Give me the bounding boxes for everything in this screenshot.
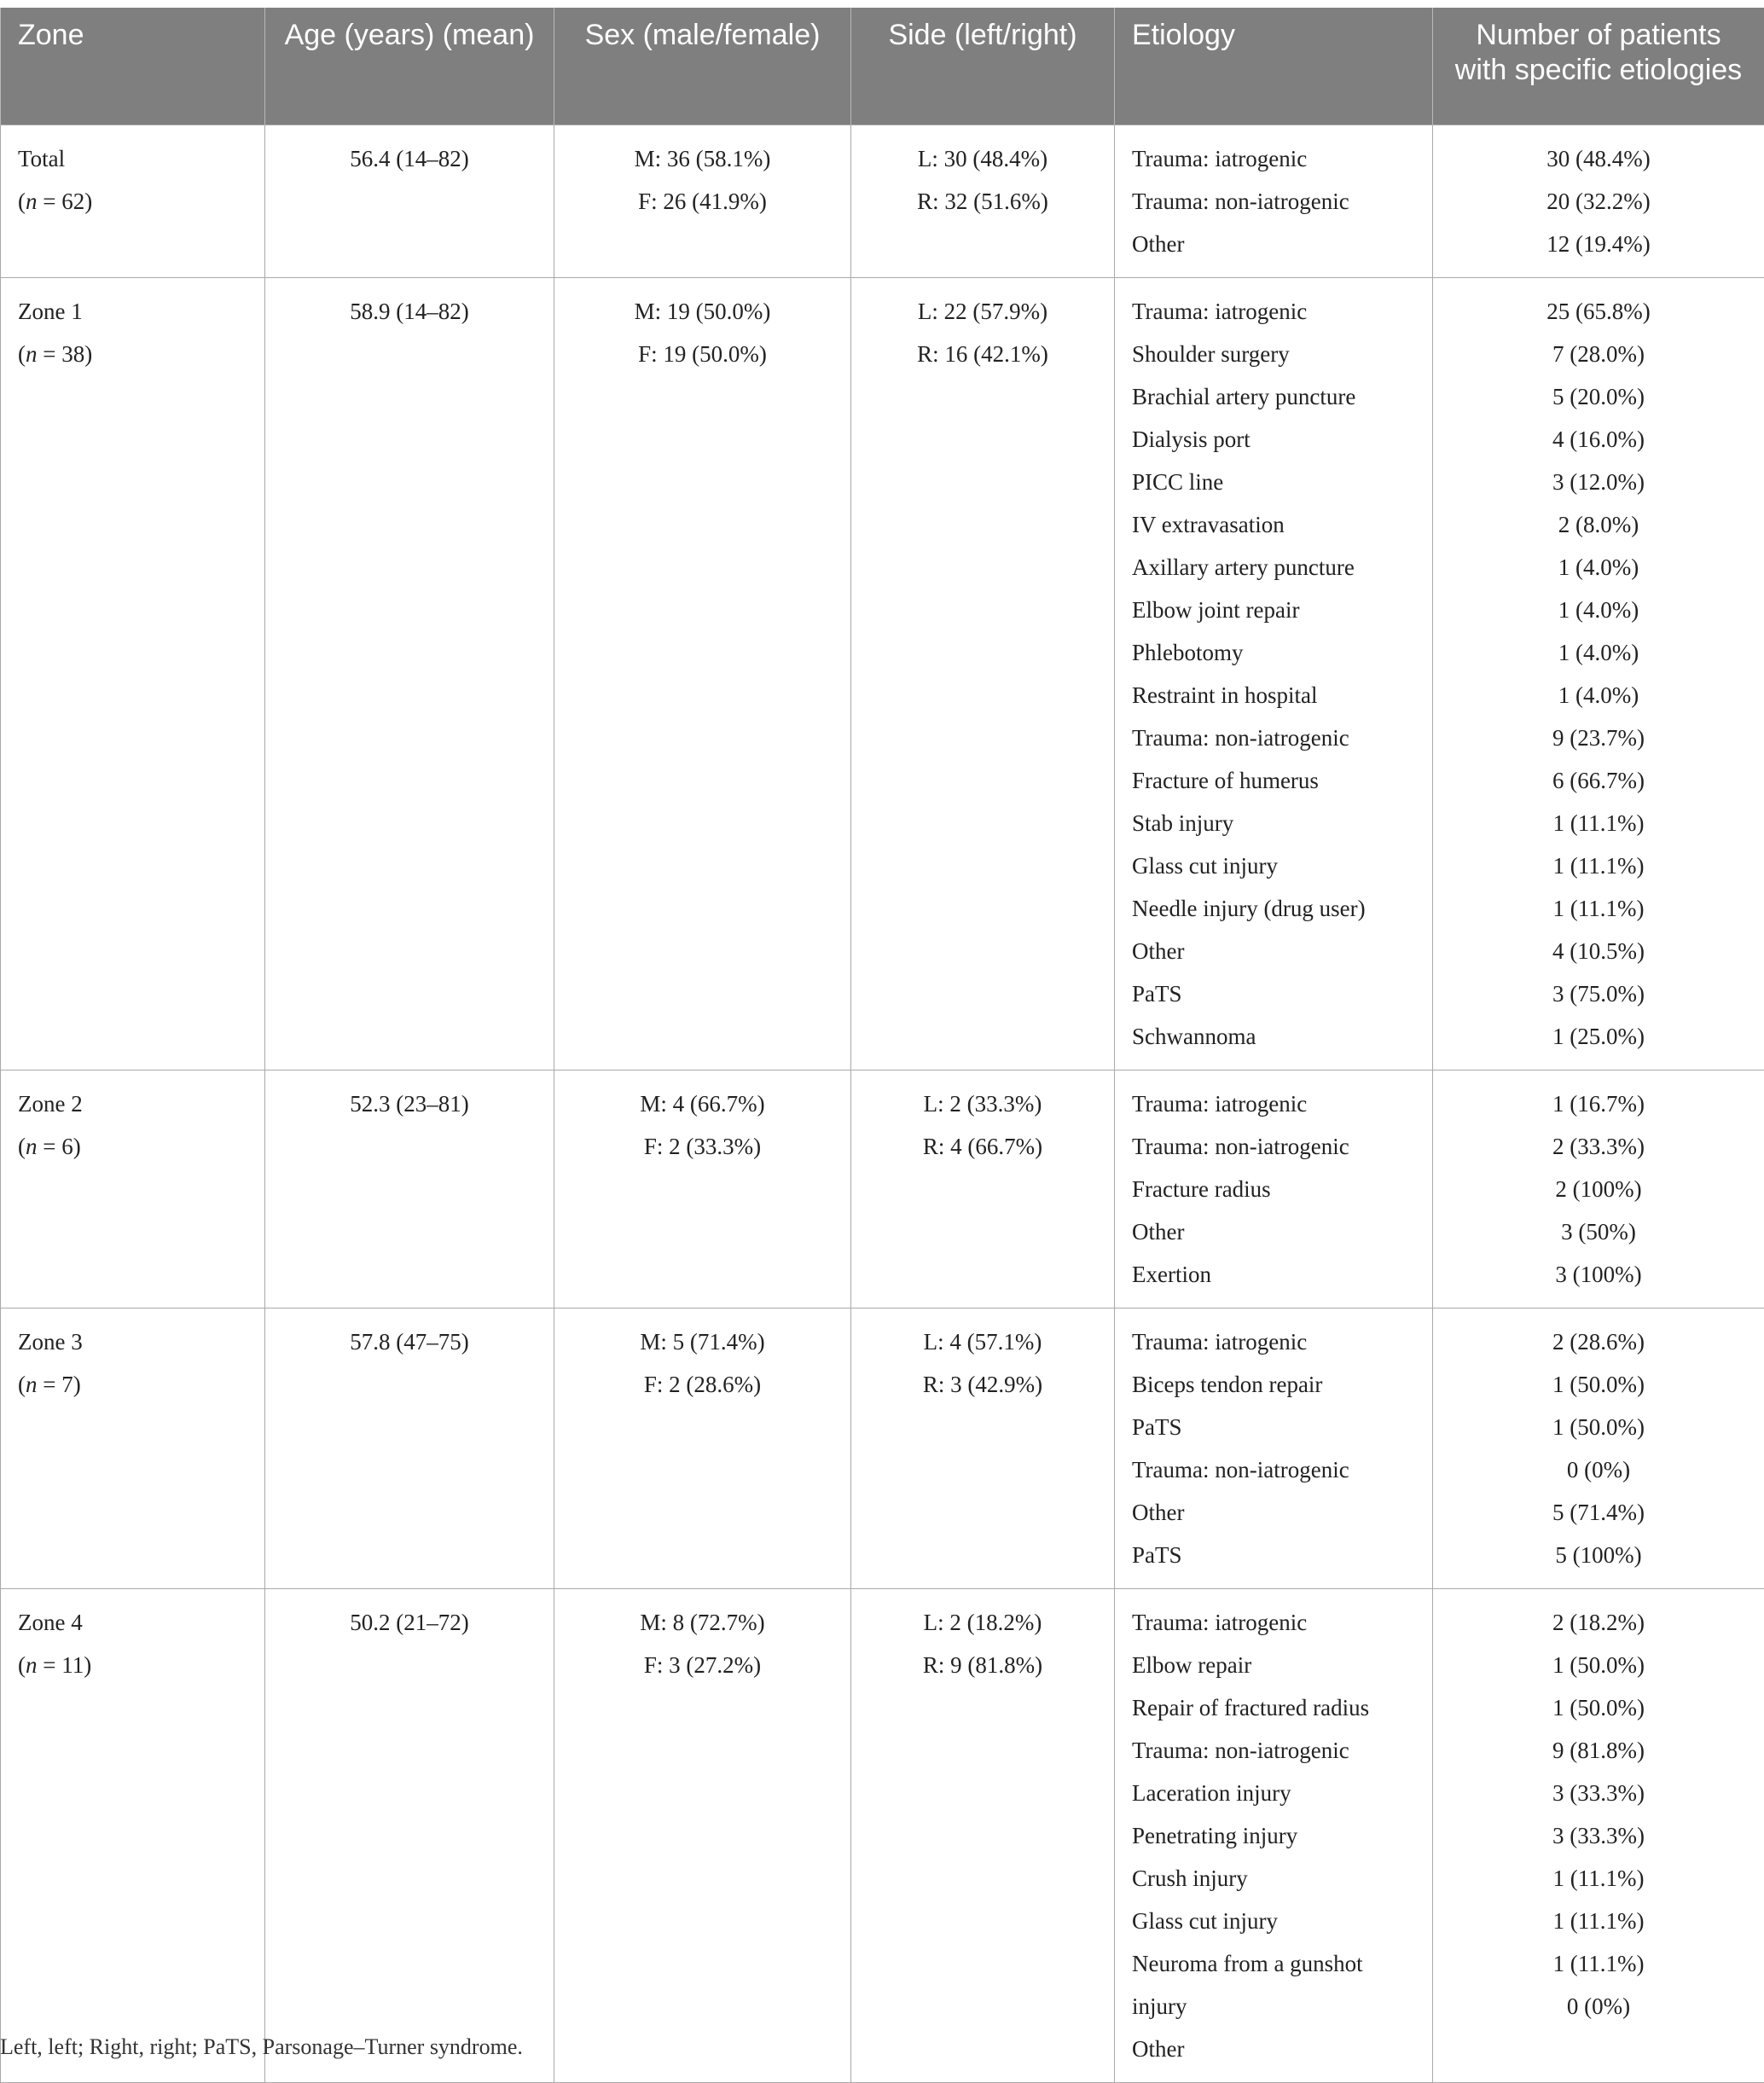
count-value: 3 (33.3%)	[1450, 1772, 1747, 1814]
count-value: 3 (33.3%)	[1450, 1814, 1747, 1857]
count-value: 1 (11.1%)	[1450, 1857, 1747, 1900]
sex-cell	[554, 1308, 851, 1588]
etiology-item: Laceration injury	[1132, 1772, 1415, 1814]
etiology-item: Other	[1132, 1210, 1415, 1253]
count-value: 1 (25.0%)	[1450, 1015, 1747, 1058]
etiology-item: Other	[1132, 223, 1415, 265]
etiology-item: Other	[1132, 2028, 1415, 2070]
count-value: 1 (50.0%)	[1450, 1406, 1747, 1448]
age-value: 57.8 (47–75)	[282, 1320, 537, 1363]
table-row	[1, 1588, 1764, 2082]
sample-size-value: = 11	[38, 1652, 84, 1678]
etiology-item: Other	[1132, 1491, 1415, 1534]
zone-label: Zone 1	[18, 290, 247, 333]
count-value: 1 (11.1%)	[1450, 887, 1747, 930]
count-cell	[1433, 1070, 1764, 1308]
age-cell	[265, 1588, 554, 2082]
count-value: 30 (48.4%)	[1450, 137, 1747, 180]
sex-value: F: 2 (33.3%)	[572, 1125, 833, 1168]
count-value: 5 (71.4%)	[1450, 1491, 1747, 1534]
count-value: 1 (11.1%)	[1450, 1900, 1747, 1942]
age-value: 52.3 (23–81)	[282, 1082, 537, 1125]
zone-cell	[1, 277, 265, 1070]
zone-label: Total	[18, 137, 247, 180]
etiology-item: Trauma: non-iatrogenic	[1132, 1125, 1415, 1168]
etiology-item: Glass cut injury	[1132, 844, 1415, 887]
count-value: 12 (19.4%)	[1450, 223, 1747, 265]
sample-size: (n = 62)	[18, 180, 247, 223]
sample-size-value: = 6	[38, 1134, 73, 1159]
etiology-item: Repair of fractured radius	[1132, 1686, 1415, 1729]
etiology-item: Needle injury (drug user)	[1132, 887, 1415, 930]
age-value: 50.2 (21–72)	[282, 1601, 537, 1644]
age-value: 56.4 (14–82)	[282, 137, 537, 180]
count-value: 1 (50.0%)	[1450, 1363, 1747, 1406]
etiology-cell	[1115, 1308, 1433, 1588]
count-value: 1 (4.0%)	[1450, 674, 1747, 717]
etiology-item: Trauma: iatrogenic	[1132, 1320, 1415, 1363]
count-value: 25 (65.8%)	[1450, 290, 1747, 333]
sex-value: M: 36 (58.1%)	[572, 137, 833, 180]
side-cell	[851, 277, 1115, 1070]
etiology-item: Trauma: non-iatrogenic	[1132, 1448, 1415, 1491]
zone-cell	[1, 1308, 265, 1588]
age-cell	[265, 1070, 554, 1308]
etiology-item: Brachial artery puncture	[1132, 375, 1415, 418]
side-value: R: 9 (81.8%)	[868, 1644, 1097, 1686]
sample-size-value: = 38	[38, 341, 85, 367]
etiology-item: Phlebotomy	[1132, 631, 1415, 674]
count-value: 6 (66.7%)	[1450, 759, 1747, 802]
sample-size-symbol: n	[26, 189, 38, 214]
count-value: 1 (4.0%)	[1450, 589, 1747, 631]
side-value: L: 30 (48.4%)	[868, 137, 1097, 180]
zone-label: Zone 2	[18, 1082, 247, 1125]
header-zone: Zone	[1, 8, 265, 125]
etiology-item: Schwannoma	[1132, 1015, 1415, 1058]
etiology-item: Other	[1132, 930, 1415, 972]
side-cell	[851, 1308, 1115, 1588]
sex-cell	[554, 277, 851, 1070]
count-value: 4 (16.0%)	[1450, 418, 1747, 461]
sex-cell	[554, 125, 851, 277]
etiology-item: Fracture of humerus	[1132, 759, 1415, 802]
sample-size-value: = 7	[38, 1372, 73, 1397]
count-value: 1 (50.0%)	[1450, 1686, 1747, 1729]
count-value: 1 (16.7%)	[1450, 1082, 1747, 1125]
etiology-item: PaTS	[1132, 1406, 1415, 1448]
sample-size-symbol: n	[26, 341, 38, 367]
age-cell	[265, 277, 554, 1070]
count-value: 3 (100%)	[1450, 1253, 1747, 1296]
count-cell	[1433, 1588, 1764, 2082]
etiology-item: Dialysis port	[1132, 418, 1415, 461]
sample-size-symbol: n	[26, 1372, 38, 1397]
etiology-item: Axillary artery puncture	[1132, 546, 1415, 589]
count-value: 2 (18.2%)	[1450, 1601, 1747, 1644]
side-value: L: 22 (57.9%)	[868, 290, 1097, 333]
sex-value: M: 5 (71.4%)	[572, 1320, 833, 1363]
etiology-item: Fracture radius	[1132, 1168, 1415, 1210]
etiology-item: injury	[1132, 1985, 1415, 2028]
count-value: 9 (81.8%)	[1450, 1729, 1747, 1772]
table-row	[1, 1070, 1764, 1308]
side-value: R: 3 (42.9%)	[868, 1363, 1097, 1406]
header-patient-count: Number of patients with specific etiologies	[1433, 8, 1764, 125]
zone-label: Zone 3	[18, 1320, 247, 1363]
sex-value: M: 4 (66.7%)	[572, 1082, 833, 1125]
side-value: L: 2 (18.2%)	[868, 1601, 1097, 1644]
count-value: 20 (32.2%)	[1450, 180, 1747, 223]
etiology-item: Glass cut injury	[1132, 1900, 1415, 1942]
etiology-cell	[1115, 1070, 1433, 1308]
etiology-item: Trauma: iatrogenic	[1132, 1601, 1415, 1644]
sample-size-symbol: n	[26, 1134, 38, 1159]
side-value: R: 32 (51.6%)	[868, 180, 1097, 223]
sample-size: (n = 7)	[18, 1363, 247, 1406]
side-value: R: 16 (42.1%)	[868, 333, 1097, 375]
sample-size: (n = 38)	[18, 333, 247, 375]
age-cell	[265, 125, 554, 277]
sex-value: F: 19 (50.0%)	[572, 333, 833, 375]
sex-value: M: 8 (72.7%)	[572, 1601, 833, 1644]
count-value: 3 (75.0%)	[1450, 972, 1747, 1015]
side-value: L: 2 (33.3%)	[868, 1082, 1097, 1125]
side-cell	[851, 125, 1115, 277]
etiology-item: Biceps tendon repair	[1132, 1363, 1415, 1406]
zone-cell	[1, 1070, 265, 1308]
count-value: 3 (12.0%)	[1450, 461, 1747, 503]
zone-cell	[1, 1588, 265, 2082]
etiology-item: IV extravasation	[1132, 503, 1415, 546]
count-cell	[1433, 1308, 1764, 1588]
etiology-item: Penetrating injury	[1132, 1814, 1415, 1857]
header-row	[1, 8, 1764, 125]
side-value: R: 4 (66.7%)	[868, 1125, 1097, 1168]
count-value: 0 (0%)	[1450, 1985, 1747, 2028]
etiology-item: Trauma: iatrogenic	[1132, 1082, 1415, 1125]
sample-size-value: = 62	[38, 189, 85, 214]
header-side: Side (left/right)	[851, 8, 1115, 125]
etiology-cell	[1115, 277, 1433, 1070]
etiology-item: Trauma: non-iatrogenic	[1132, 180, 1415, 223]
side-value: L: 4 (57.1%)	[868, 1320, 1097, 1363]
demographics-table	[0, 8, 1764, 2083]
count-value: 1 (50.0%)	[1450, 1644, 1747, 1686]
etiology-item: Restraint in hospital	[1132, 674, 1415, 717]
etiology-item: Crush injury	[1132, 1857, 1415, 1900]
sex-value: F: 3 (27.2%)	[572, 1644, 833, 1686]
etiology-cell	[1115, 1588, 1433, 2082]
etiology-item: Trauma: non-iatrogenic	[1132, 717, 1415, 759]
etiology-item: Exertion	[1132, 1253, 1415, 1296]
sex-cell	[554, 1588, 851, 2082]
etiology-item: Trauma: iatrogenic	[1132, 290, 1415, 333]
zone-label: Zone 4	[18, 1601, 247, 1644]
count-value: 2 (8.0%)	[1450, 503, 1747, 546]
zone-cell	[1, 125, 265, 277]
etiology-item: Trauma: iatrogenic	[1132, 137, 1415, 180]
etiology-item: PaTS	[1132, 972, 1415, 1015]
age-cell	[265, 1308, 554, 1588]
table-body	[1, 125, 1764, 2082]
sex-value: M: 19 (50.0%)	[572, 290, 833, 333]
etiology-item: Neuroma from a gunshot	[1132, 1942, 1415, 1985]
side-cell	[851, 1588, 1115, 2082]
demographics-table-container	[0, 8, 1764, 2083]
sex-value: F: 2 (28.6%)	[572, 1363, 833, 1406]
header-etiology: Etiology	[1115, 8, 1433, 125]
count-cell	[1433, 277, 1764, 1070]
count-value: 1 (4.0%)	[1450, 631, 1747, 674]
etiology-item: PICC line	[1132, 461, 1415, 503]
sample-size: (n = 6)	[18, 1125, 247, 1168]
count-value: 5 (20.0%)	[1450, 375, 1747, 418]
count-cell	[1433, 125, 1764, 277]
count-value: 3 (50%)	[1450, 1210, 1747, 1253]
count-value: 1 (11.1%)	[1450, 1942, 1747, 1985]
count-value: 2 (100%)	[1450, 1168, 1747, 1210]
count-value: 0 (0%)	[1450, 1448, 1747, 1491]
etiology-item: Stab injury	[1132, 802, 1415, 844]
table-header	[1, 8, 1764, 125]
age-value: 58.9 (14–82)	[282, 290, 537, 333]
header-age: Age (years) (mean)	[265, 8, 554, 125]
etiology-item: Shoulder surgery	[1132, 333, 1415, 375]
etiology-item: Elbow joint repair	[1132, 589, 1415, 631]
count-value: 1 (11.1%)	[1450, 802, 1747, 844]
count-value: 4 (10.5%)	[1450, 930, 1747, 972]
count-value: 2 (33.3%)	[1450, 1125, 1747, 1168]
table-row	[1, 1308, 1764, 1588]
count-value: 1 (11.1%)	[1450, 844, 1747, 887]
header-sex: Sex (male/female)	[554, 8, 851, 125]
sample-size: (n = 11)	[18, 1644, 247, 1686]
sample-size-symbol: n	[26, 1652, 38, 1678]
etiology-item: Trauma: non-iatrogenic	[1132, 1729, 1415, 1772]
table-row	[1, 125, 1764, 277]
count-value: 2 (28.6%)	[1450, 1320, 1747, 1363]
table-footnote: Left, left; Right, right; PaTS, Parsonage–Turner syndrome.	[0, 2033, 523, 2062]
sex-cell	[554, 1070, 851, 1308]
etiology-item: PaTS	[1132, 1534, 1415, 1576]
etiology-item: Elbow repair	[1132, 1644, 1415, 1686]
count-value: 5 (100%)	[1450, 1534, 1747, 1576]
count-value: 9 (23.7%)	[1450, 717, 1747, 759]
count-value: 7 (28.0%)	[1450, 333, 1747, 375]
table-row	[1, 277, 1764, 1070]
side-cell	[851, 1070, 1115, 1308]
sex-value: F: 26 (41.9%)	[572, 180, 833, 223]
etiology-cell	[1115, 125, 1433, 277]
count-value: 1 (4.0%)	[1450, 546, 1747, 589]
